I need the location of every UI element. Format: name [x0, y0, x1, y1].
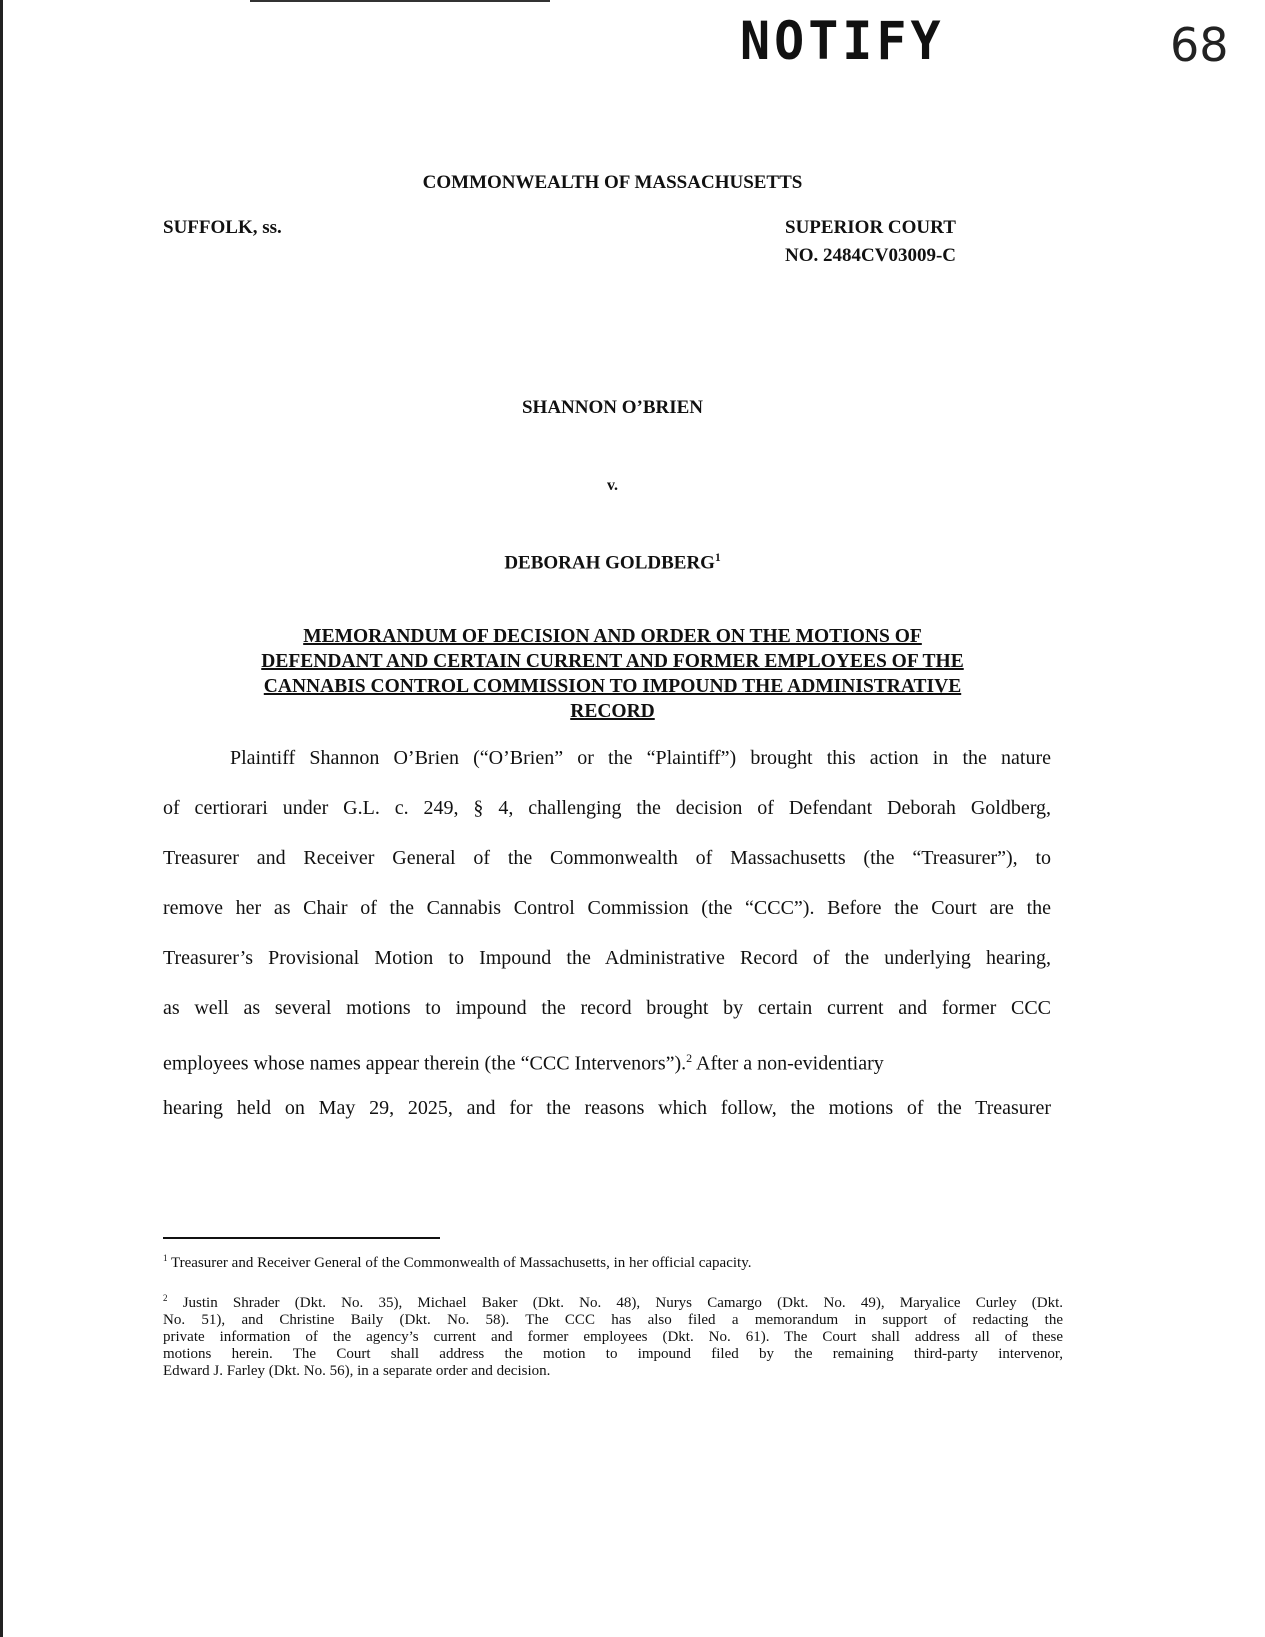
title-line: DEFENDANT AND CERTAIN CURRENT AND FORMER EMPLOYEES OF THE — [261, 651, 964, 672]
body-line: remove her as Chair of the Cannabis Control Commission (the “CCC”). Before the Court are the — [163, 897, 1051, 919]
body-line: of certiorari under G.L. c. 249, § 4, challenging the decision of Defendant Deborah Goldberg, — [163, 797, 1051, 819]
scan-edge — [0, 0, 3, 1637]
footnote-ref-1: 1 — [714, 552, 721, 564]
jurisdiction-heading: COMMONWEALTH OF MASSACHUSETTS — [422, 172, 803, 193]
footnote-separator — [163, 1237, 440, 1239]
footnote-2 — [163, 1290, 1063, 1380]
body-line: Plaintiff Shannon O’Brien (“O’Brien” or the “Plaintiff”) brought this action in the nature — [230, 747, 1051, 769]
footnote-ref-2: 2 — [686, 1051, 693, 1065]
body-paragraph — [163, 745, 1051, 1145]
document-title — [160, 624, 1065, 724]
footnote-1: $^1$ Treasurer and Receiver General of the Commonwealth of Massachusetts, in her official capacity. — [163, 1253, 752, 1271]
footnote-line: $^2$ Justin Shrader (Dkt. No. 35), Michael Baker (Dkt. No. 48), Nurys Camargo (Dkt. No. 49), Maryalice Curley (Dkt. — [163, 1293, 1064, 1311]
title-line: MEMORANDUM OF DECISION AND ORDER ON THE MOTIONS OF — [303, 626, 922, 647]
plaintiff-name: SHANNON O’BRIEN — [521, 397, 704, 418]
footnote-line: private information of the agency’s current and former employees (Dkt. No. 61). The Court shall address all of these — [163, 1329, 1063, 1345]
body-line: as well as several motions to impound the record brought by certain current and former CCC — [163, 997, 1051, 1019]
footnote-line: No. 51), and Christine Baily (Dkt. No. 58). The CCC has also filed a memorandum in support of redacting the — [163, 1312, 1063, 1328]
footnote-line: Edward J. Farley (Dkt. No. 56), in a separate order and decision. — [163, 1363, 551, 1379]
title-line: RECORD — [570, 701, 655, 722]
county: SUFFOLK, ss. — [163, 217, 282, 238]
scan-artifact-line — [250, 0, 550, 2]
case-number: NO. 2484CV03009-C — [785, 245, 956, 266]
notify-stamp: NOTIFY — [740, 10, 945, 72]
body-line: hearing held on May 29, 2025, and for the reasons which follow, the motions of the Treasurer — [163, 1097, 1051, 1119]
defendant-name: DEBORAH GOLDBERG$^1$ — [504, 552, 721, 574]
title-line: CANNABIS CONTROL COMMISSION TO IMPOUND THE ADMINISTRATIVE — [263, 676, 962, 697]
body-line: Treasurer and Receiver General of the Commonwealth of Massachusetts (the “Treasurer”), to — [163, 847, 1051, 869]
body-line: employees whose names appear therein (the “CCC Intervenors”).$^2$ After a non-evidentiary — [163, 1051, 884, 1075]
handwritten-page-number: 68 — [1170, 18, 1229, 72]
versus: v. — [606, 477, 619, 494]
body-line: Treasurer’s Provisional Motion to Impound the Administrative Record of the underlying hearing, — [163, 947, 1051, 969]
footnote-line: motions herein. The Court shall address the motion to impound filed by the remaining third-party intervenor, — [163, 1346, 1063, 1362]
court-name: SUPERIOR COURT — [785, 217, 956, 238]
